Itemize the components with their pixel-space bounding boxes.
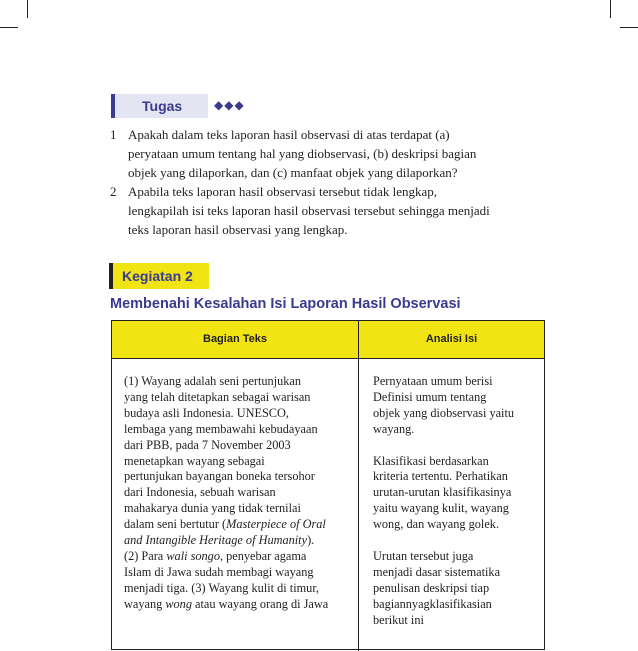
text-run: (2) Para <box>124 548 167 563</box>
crop-mark <box>620 27 638 28</box>
text-line: wong, dan wayang golek. <box>373 517 500 532</box>
text-line: dari Indonesia, sebuah warisan <box>124 485 276 500</box>
column-divider <box>358 321 359 651</box>
crop-mark <box>27 0 28 18</box>
italic-text: and Intangible Heritage of Humanity <box>124 533 308 548</box>
header-bagian-teks: Bagian Teks <box>203 333 267 345</box>
text-line <box>124 533 328 549</box>
text-line: menjadi dasar sistematika <box>373 564 501 579</box>
kegiatan-label: Kegiatan 2 <box>109 263 209 289</box>
italic-text: Masterpiece of Oral <box>226 517 326 532</box>
left-column-text <box>124 374 328 613</box>
diamond-icons: ◆◆◆ <box>214 98 245 112</box>
text-line: Definisi umum tentang <box>373 389 487 404</box>
question-line: objek yang dilaporkan, dan (c) manfaat objek yang dilaporkan? <box>128 165 458 180</box>
text-line: Urutan tersebut juga <box>373 548 474 563</box>
text-line <box>124 549 328 565</box>
text-line: yaitu wayang kulit, wayang <box>373 501 509 516</box>
italic-text: wali songo <box>166 548 220 563</box>
text-line <box>124 597 328 613</box>
right-column-text <box>373 374 514 628</box>
text-line: bagiannyagklasifikasian <box>373 596 492 611</box>
text-line: dari PBB, pada 7 November 2003 <box>124 437 291 452</box>
text-run: , penyebar agama <box>219 548 307 563</box>
analysis-table <box>111 320 545 650</box>
header-analisi-isi: Analisi Isi <box>425 333 478 345</box>
tugas-label: Tugas <box>111 94 208 118</box>
question-1 <box>110 125 550 182</box>
question-line: lengkapilah isi teks laporan hasil observasi tersebut sehingga menjadi <box>128 203 490 218</box>
text-line: wayang. <box>373 421 415 436</box>
text-line: kriteria tertentu. Perhatikan <box>373 469 508 484</box>
text-line: Pernyataan umum berisi <box>373 374 493 388</box>
text-line: penulisan deskripsi tiap <box>373 580 490 595</box>
question-line: Apakah dalam teks laporan hasil observasi di atas terdapat (a) <box>128 127 450 142</box>
question-line: peryataan umum tentang hal yang diobservasi, (b) deskripsi bagian <box>128 146 477 161</box>
text-line: budaya asli Indonesia. UNESCO, <box>124 405 289 420</box>
text-run: ). <box>307 533 315 548</box>
text-line: pertunjukan bayangan boneka tersohor <box>124 469 315 484</box>
question-number: 2 <box>110 184 117 199</box>
text-run: dalam seni bertutur ( <box>124 517 227 532</box>
text-line: Klasifikasi berdasarkan <box>373 453 489 468</box>
text-line: (1) Wayang adalah seni pertunjukan <box>124 374 302 388</box>
text-line: urutan-urutan klasifikasinya <box>373 485 512 500</box>
crop-mark <box>0 27 18 28</box>
question-2 <box>110 182 550 239</box>
section-heading: Membenahi Kesalahan Isi Laporan Hasil Observasi <box>110 296 461 312</box>
question-number: 1 <box>110 127 117 142</box>
text-run: wayang <box>124 596 166 611</box>
text-line: menjadi tiga. (3) Wayang kulit di timur, <box>124 580 320 595</box>
text-line <box>124 517 328 533</box>
text-line: lembaga yang membawahi kebudayaan <box>124 421 318 436</box>
text-line: Islam di Jawa sudah membagi wayang <box>124 564 314 579</box>
question-line: teks laporan hasil observasi yang lengkap. <box>128 222 348 237</box>
text-line: mahakarya dunia yang tidak ternilai <box>124 501 301 516</box>
text-run: atau wayang orang di Jawa <box>191 596 329 611</box>
text-line: objek yang diobservasi yaitu <box>373 405 515 420</box>
italic-text: wong <box>165 596 192 611</box>
table-header <box>112 321 544 359</box>
text-line: yang telah ditetapkan sebagai warisan <box>124 389 311 404</box>
crop-mark <box>610 0 611 18</box>
text-line: berikut ini <box>373 612 424 627</box>
text-line: menetapkan wayang sebagai <box>124 453 265 468</box>
question-line: Apabila teks laporan hasil observasi tersebut tidak lengkap, <box>128 184 438 199</box>
